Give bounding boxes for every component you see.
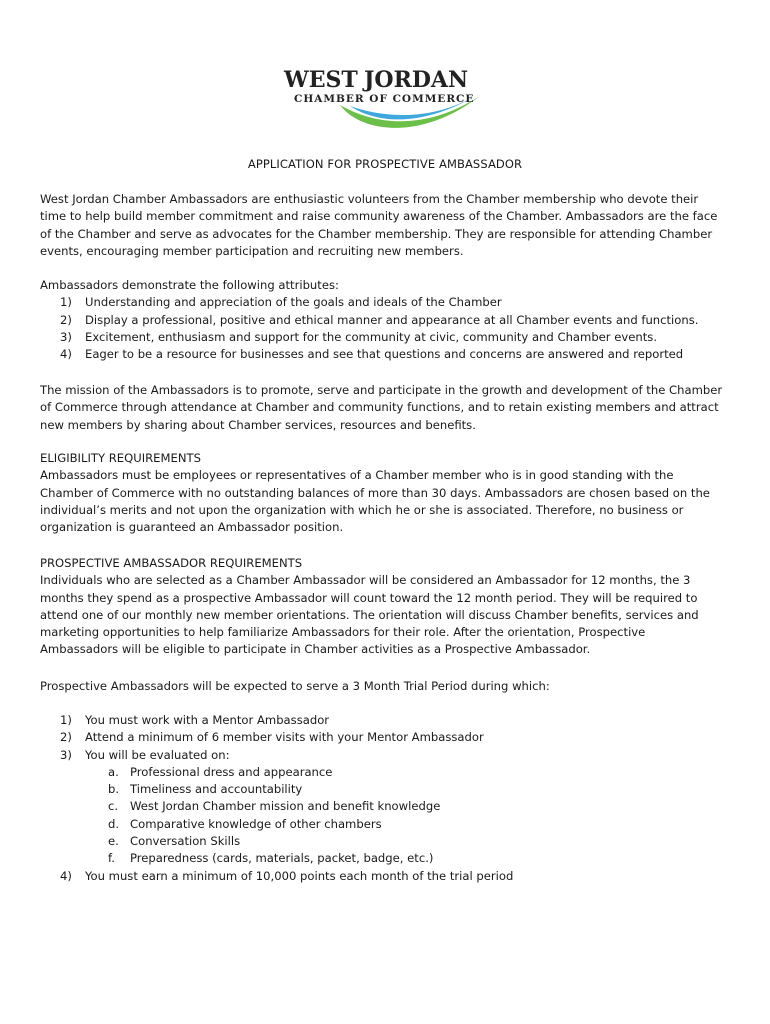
west-jordan-chamber-logo [280, 60, 490, 140]
logo-west-text: WEST [284, 67, 358, 93]
trial-list [40, 712, 724, 885]
sub-list-item: f. Preparedness (cards, materials, packet, badge, etc.) [108, 851, 434, 866]
list-item: 1) You must work with a Mentor Ambassador [60, 713, 330, 727]
list-item: 3) You will be evaluated on: [60, 747, 230, 762]
sub-list-item: d. Comparative knowledge of other chambers [108, 816, 382, 831]
intro-paragraph: West Jordan Chamber Ambassadors are enthusiastic volunteers from the Chamber membership who devote their time to help build member commitment and raise community awareness of the Chamber. Ambassadors are the face of the Chamber and serve as advocates for the Chamber membership. They are responsible for attending Chamber events, encouraging member participation and recruiting new members. [40, 192, 718, 258]
page-title: APPLICATION FOR PROSPECTIVE AMBASSADOR [247, 157, 523, 171]
prospective-text: Individuals who are selected as a Chamber Ambassador will be considered an Ambassador for 12 months, the 3 months they spend as a prospective Ambassador will count toward the 12 month period. They will be required to attend one of our monthly new member orientations. The orientation will discuss Chamber benefits, services and marketing opportunities to help familiarize Ambassadors for their role. After the orientation, Prospective Ambassadors will be eligible to participate in Chamber activities as a Prospective Ambassador. [40, 573, 699, 657]
list-item: 2) Attend a minimum of 6 member visits with your Mentor Ambassador [60, 730, 484, 745]
eligibility-section [40, 450, 724, 536]
trial-lead: Prospective Ambassadors will be expected to serve a 3 Month Trial Period during which: [40, 679, 550, 693]
attributes-list [40, 294, 724, 363]
logo-jordan-text: JORDAN [364, 67, 469, 93]
attributes-lead: Ambassadors demonstrate the following attributes: [40, 278, 339, 292]
sub-list-item: e. Conversation Skills [108, 834, 241, 849]
mission-paragraph: The mission of the Ambassadors is to promote, serve and participate in the growth and development of the Chamber of Commerce through attendance at Chamber and community functions, and to retain existing members and attract new members by sharing about Chamber services, resources and benefits. [40, 383, 723, 432]
list-item: 3) Excitement, enthusiasm and support for the community at civic, community and Chamber events. [60, 329, 658, 344]
list-item: 2) Display a professional, positive and ethical manner and appearance at all Chamber events and functions. [60, 312, 699, 327]
list-item: 4) You must earn a minimum of 10,000 points each month of the trial period [60, 868, 514, 883]
eligibility-text: Ambassadors must be employees or representatives of a Chamber member who is in good standing with the Chamber of Commerce with no outstanding balances of more than 30 days. Ambassadors are chosen based on the individual’s merits and not upon the organization with which he or she is associated. Therefore, no business or organization is guaranteed an Ambassador position. [40, 468, 710, 535]
prospective-heading: PROSPECTIVE AMBASSADOR REQUIREMENTS [40, 556, 303, 570]
sub-list-item: a. Professional dress and appearance [108, 764, 333, 779]
logo-chamber-text: CHAMBER OF COMMERCE [294, 93, 475, 105]
sub-list-item: c. West Jordan Chamber mission and benefit knowledge [108, 799, 441, 814]
sub-list-item: b. Timeliness and accountability [108, 782, 303, 797]
eligibility-heading: ELIGIBILITY REQUIREMENTS [40, 451, 201, 465]
list-item: 1) Understanding and appreciation of the goals and ideals of the Chamber [60, 295, 502, 310]
logo-graphic [280, 60, 490, 140]
prospective-section [40, 555, 724, 659]
attributes-section [40, 277, 724, 363]
trial-section [40, 712, 724, 885]
list-item: 4) Eager to be a resource for businesses and see that questions and concerns are answered and reported [60, 347, 684, 362]
